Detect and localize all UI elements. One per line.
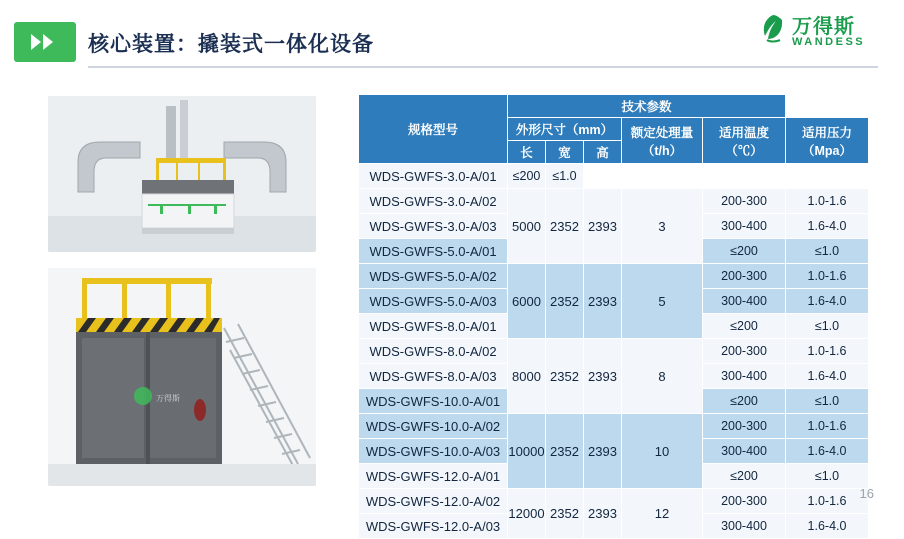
brand-name-cn: 万得斯 bbox=[792, 16, 855, 38]
cell-pressure: 1.6-4.0 bbox=[786, 439, 869, 464]
table-body bbox=[359, 164, 869, 539]
cell-model: WDS-GWFS-12.0-A/01 bbox=[359, 464, 508, 489]
cell-length: 5000 bbox=[508, 189, 546, 264]
col-header-temperature-line1: 适用温度 bbox=[718, 125, 769, 140]
cell-capacity: 10 bbox=[622, 414, 703, 489]
cell-model: WDS-GWFS-10.0-A/03 bbox=[359, 439, 508, 464]
cell-capacity: 3 bbox=[622, 189, 703, 264]
double-chevron-right-icon bbox=[28, 32, 62, 52]
leaf-logo-icon bbox=[758, 12, 788, 46]
cell-model: WDS-GWFS-5.0-A/02 bbox=[359, 264, 508, 289]
cell-model: WDS-GWFS-5.0-A/03 bbox=[359, 289, 508, 314]
cell-model: WDS-GWFS-8.0-A/03 bbox=[359, 364, 508, 389]
product-render-top bbox=[48, 96, 316, 252]
product-render-bottom bbox=[48, 268, 316, 486]
cell-pressure: 1.0-1.6 bbox=[786, 339, 869, 364]
cell-model: WDS-GWFS-8.0-A/01 bbox=[359, 314, 508, 339]
cell-width: 2352 bbox=[546, 414, 584, 489]
col-header-height: 高 bbox=[584, 141, 622, 164]
brand-name-en: WANDESS bbox=[792, 36, 866, 48]
cell-model: WDS-GWFS-10.0-A/01 bbox=[359, 389, 508, 414]
table-header-row-1 bbox=[359, 95, 869, 118]
cell-pressure: ≤1.0 bbox=[546, 164, 584, 189]
table-row bbox=[359, 189, 869, 214]
col-header-dimensions: 外形尺寸（mm） bbox=[508, 118, 622, 141]
cell-height: 2393 bbox=[584, 264, 622, 339]
cell-temperature: 200-300 bbox=[703, 339, 786, 364]
cell-pressure: 1.6-4.0 bbox=[786, 214, 869, 239]
col-header-model: 规格型号 bbox=[359, 95, 508, 164]
cell-temperature: ≤200 bbox=[508, 164, 546, 189]
cell-capacity: 5 bbox=[622, 264, 703, 339]
table-header bbox=[359, 95, 869, 164]
cell-model: WDS-GWFS-10.0-A/02 bbox=[359, 414, 508, 439]
col-header-capacity-line1: 额定处理量 bbox=[630, 125, 694, 140]
cell-length: 6000 bbox=[508, 264, 546, 339]
cell-temperature: ≤200 bbox=[703, 389, 786, 414]
cell-model: WDS-GWFS-12.0-A/03 bbox=[359, 514, 508, 539]
cell-pressure: ≤1.0 bbox=[786, 314, 869, 339]
col-header-capacity bbox=[622, 118, 703, 164]
cell-model: WDS-GWFS-5.0-A/01 bbox=[359, 239, 508, 264]
cell-temperature: 300-400 bbox=[703, 439, 786, 464]
col-header-temperature bbox=[703, 118, 786, 164]
svg-text:万得斯: 万得斯 bbox=[156, 394, 180, 403]
cell-pressure: 1.6-4.0 bbox=[786, 364, 869, 389]
col-header-pressure-line1: 适用压力 bbox=[801, 125, 852, 140]
cell-height: 2393 bbox=[584, 189, 622, 264]
cell-height: 2393 bbox=[584, 339, 622, 414]
cell-model: WDS-GWFS-12.0-A/02 bbox=[359, 489, 508, 514]
col-header-length: 长 bbox=[508, 141, 546, 164]
cell-pressure: ≤1.0 bbox=[786, 389, 869, 414]
cell-width: 2352 bbox=[546, 189, 584, 264]
cell-model: WDS-GWFS-8.0-A/02 bbox=[359, 339, 508, 364]
cell-length: 10000 bbox=[508, 414, 546, 489]
cell-model: WDS-GWFS-3.0-A/01 bbox=[359, 164, 508, 189]
table-row bbox=[359, 414, 869, 439]
table-row bbox=[359, 339, 869, 364]
cell-length: 12000 bbox=[508, 489, 546, 539]
cell-temperature: ≤200 bbox=[703, 464, 786, 489]
cell-pressure: 1.0-1.6 bbox=[786, 414, 869, 439]
cell-temperature: 200-300 bbox=[703, 189, 786, 214]
cell-pressure: 1.6-4.0 bbox=[786, 514, 869, 539]
specification-table bbox=[358, 94, 869, 539]
page-title: 核心装置：撬装式一体化设备 bbox=[88, 33, 374, 56]
cell-width: 2352 bbox=[546, 489, 584, 539]
cell-pressure: 1.0-1.6 bbox=[786, 489, 869, 514]
page-number: 16 bbox=[859, 486, 874, 501]
cell-temperature: 200-300 bbox=[703, 264, 786, 289]
col-header-temperature-line2: （℃） bbox=[725, 143, 763, 158]
cell-width: 2352 bbox=[546, 339, 584, 414]
col-header-pressure-line2: （Mpa） bbox=[801, 143, 852, 158]
cell-temperature: 200-300 bbox=[703, 489, 786, 514]
cell-temperature: 200-300 bbox=[703, 414, 786, 439]
cell-temperature: 300-400 bbox=[703, 289, 786, 314]
cell-temperature: 300-400 bbox=[703, 514, 786, 539]
cell-pressure: ≤1.0 bbox=[786, 464, 869, 489]
product-image-column bbox=[48, 96, 316, 486]
cell-pressure: 1.6-4.0 bbox=[786, 289, 869, 314]
cell-length: 8000 bbox=[508, 339, 546, 414]
col-header-tech-params: 技术参数 bbox=[508, 95, 786, 118]
cell-temperature: 300-400 bbox=[703, 364, 786, 389]
brand-logo bbox=[758, 10, 888, 64]
cell-model: WDS-GWFS-3.0-A/02 bbox=[359, 189, 508, 214]
col-header-pressure bbox=[786, 118, 869, 164]
cell-temperature: ≤200 bbox=[703, 314, 786, 339]
cell-width: 2352 bbox=[546, 264, 584, 339]
cell-model: WDS-GWFS-3.0-A/03 bbox=[359, 214, 508, 239]
col-header-width: 宽 bbox=[546, 141, 584, 164]
cell-capacity: 12 bbox=[622, 489, 703, 539]
cell-temperature: ≤200 bbox=[703, 239, 786, 264]
cell-pressure: 1.0-1.6 bbox=[786, 189, 869, 214]
header-badge bbox=[14, 22, 76, 62]
cell-height: 2393 bbox=[584, 414, 622, 489]
cell-pressure: 1.0-1.6 bbox=[786, 264, 869, 289]
cell-pressure: ≤1.0 bbox=[786, 239, 869, 264]
header-divider bbox=[88, 66, 878, 68]
table-row bbox=[359, 164, 869, 189]
table-row bbox=[359, 489, 869, 514]
table-row bbox=[359, 264, 869, 289]
cell-capacity: 8 bbox=[622, 339, 703, 414]
cell-height: 2393 bbox=[584, 489, 622, 539]
col-header-capacity-line2: （t/h） bbox=[641, 143, 683, 158]
cell-temperature: 300-400 bbox=[703, 214, 786, 239]
